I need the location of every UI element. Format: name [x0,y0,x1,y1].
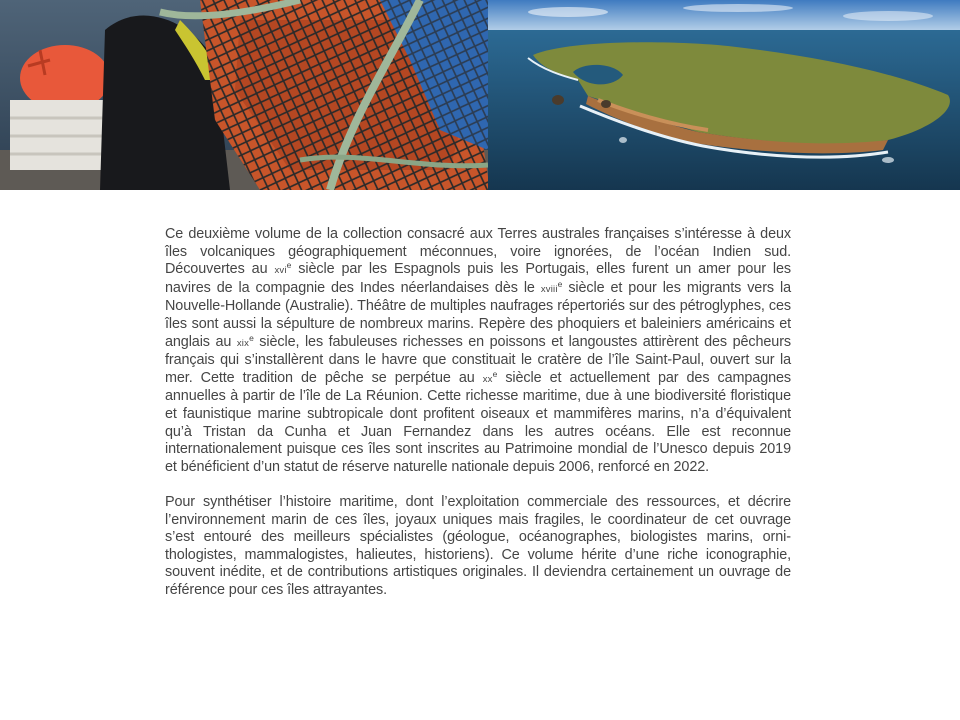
paragraph-1: Ce deuxième volume de la collection consacré aux Terres australes françaises s’intéresse à deux îles volcaniques géographiquement méconnues, voire ignorées, de l’océan Indien sud. Découvertes au xvi$^e$ siècle par les Espagnols puis les Portugais, elles furent un amer pour les navires de la compagnie des Indes néerlandaises dès le xviii$^e$ siècle et pour les migrants vers la Nouvelle-Hollande (Australie). Théâtre de multiples naufrages répertoriés sur des pétroglyphes, ces îles sont aussi la sépulture de nombreux marins. Repère des phoquiers et baleiniers américains et anglais au xix$^e$ siècle, les fabuleuses richesses en poissons et langoustes attirèrent des pêcheurs français qui s’installèrent dans le havre que constituait le cratère de l’île Saint-Paul, ouvert sur la mer. Cette tradition de pêche se perpétue au $xx^e$ siècle et actuellement par des campagnes annuelles à partir de l’île de La Réunion. Cette richesse maritime, due à une biodiversité floristique et faunistique marine subtropicale dont profitent oiseaux et mammifères marins, n’a d’équivalent qu’à Tristan da Cunha et Juan Fernandez dans les autres océans. Elle est reconnue internationalement puisque ces îles sont inscrites au Patrimoine mondial de l’Unesco depuis 2019 et bénéficient d’un statut de réserve naturelle nationale depuis 2006, renforcé en 2022. [165,226,791,475]
ordinal-superscript: e [557,278,563,289]
century-numeral: xviii [540,283,558,295]
ordinal-superscript: e [492,368,498,379]
body-text [165,226,791,599]
photo-strip [0,0,960,190]
fishing-traps-photo [0,0,488,190]
century-numeral: xx [482,373,493,385]
ordinal-superscript: e [286,260,292,271]
ordinal-superscript: e [249,332,254,343]
volcanic-island-photo [488,0,960,190]
century-numeral: xix [236,337,250,349]
paragraph-2: Pour synthétiser l’histoire maritime, dont l’exploitation commerciale des ressources, et décrire l’environnement marin de ces îles, joyaux uniques mais fragiles, le coordinateur de cet ouvrage s’est entouré des meilleurs spécialistes (géologue, océanographes, biologistes marins, ornithologistes, mammalogistes, halieutes, historiens). Ce volume hérite d’une riche iconographie, souvent inédite, et de contributions artistiques originales. Il deviendra certainement un ouvrage de référence pour ces îles attrayantes. [165,493,791,598]
century-numeral: xvi [274,265,287,277]
